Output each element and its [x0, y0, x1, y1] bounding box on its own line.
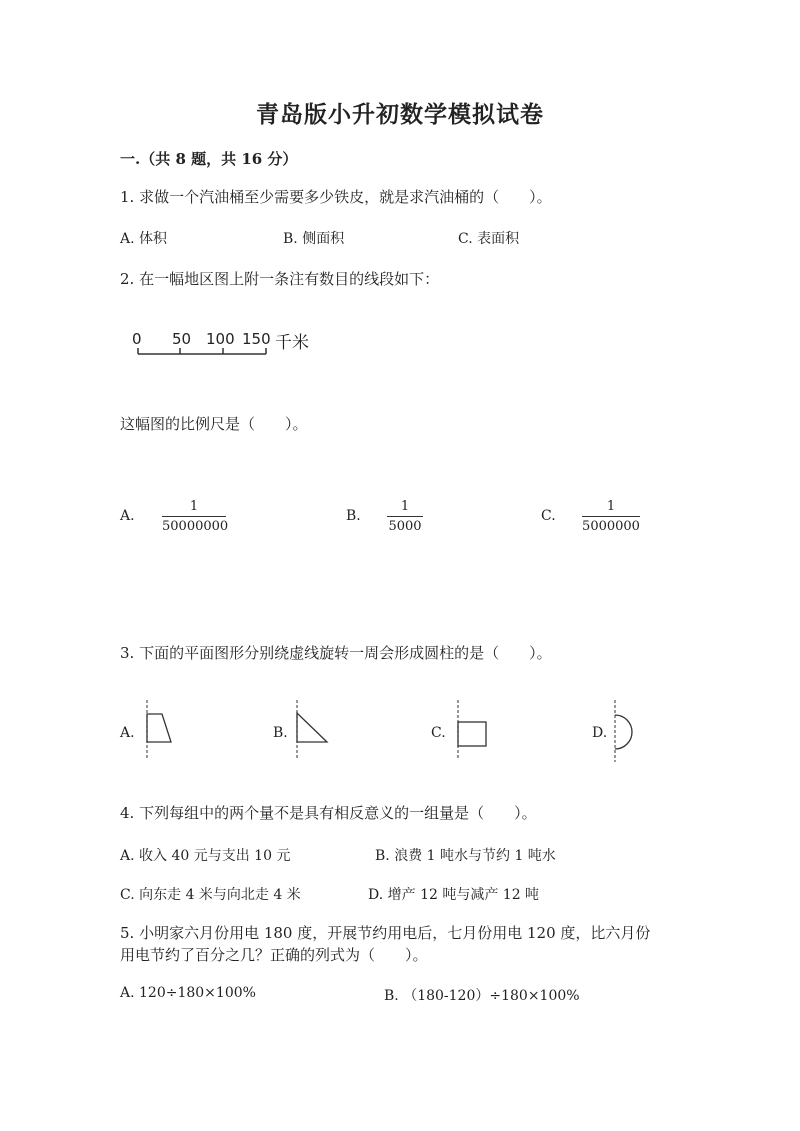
- q2-option-a-fraction: $\frac{1}{50000000}$: [162, 499, 229, 534]
- q4-option-b[interactable]: B. 浪费 1 吨水与节约 1 吨水: [375, 848, 556, 864]
- question-1-text: 1. 求做一个汽油桶至少需要多少铁皮，就是求汽油桶的（ ）。: [120, 188, 552, 206]
- q4-option-c[interactable]: C. 向东走 4 米与向北走 4 米: [120, 887, 301, 903]
- section-heading: 一.（共 8 题，共 16 分）: [120, 150, 298, 168]
- question-2-follow: 这幅图的比例尺是（ ）。: [120, 415, 308, 433]
- q2-option-a-label[interactable]: A.: [120, 508, 135, 524]
- question-5-line-1: 5. 小明家六月份用电 180 度，开展节约用电后，七月份用电 120 度，比六月份: [120, 924, 651, 942]
- q3-figure-b: [297, 700, 327, 758]
- q2-option-b-fraction: $\frac{1}{5000}$: [388, 499, 422, 534]
- scale-label-0: 0: [132, 330, 142, 348]
- q2-option-c-label[interactable]: C.: [541, 508, 556, 524]
- q5-option-a[interactable]: A. 120÷180×100%: [120, 985, 256, 1001]
- q5-option-b[interactable]: B. （180-120）÷180×100%: [384, 988, 580, 1004]
- question-5-line-2: 用电节约了百分之几？正确的列式为（ ）。: [120, 946, 428, 964]
- q4-option-d[interactable]: D. 增产 12 吨与减产 12 吨: [368, 887, 540, 903]
- q2-option-c-fraction: $\frac{1}{5000000}$: [582, 499, 640, 534]
- q3-option-c-label[interactable]: C.: [431, 725, 446, 741]
- q3-option-d-label[interactable]: D.: [592, 725, 608, 741]
- question-2-text: 2. 在一幅地区图上附一条注有数目的线段如下：: [120, 270, 440, 288]
- q1-option-b[interactable]: B. 侧面积: [283, 231, 345, 247]
- scale-label-150: 150: [242, 330, 271, 348]
- q2-option-b-label[interactable]: B.: [346, 508, 361, 524]
- question-3-text: 3. 下面的平面图形分别绕虚线旋转一周会形成圆柱的是（ ）。: [120, 644, 552, 662]
- q4-option-a[interactable]: A. 收入 40 元与支出 10 元: [120, 848, 291, 864]
- scale-unit: 千米: [275, 333, 309, 353]
- question-4-text: 4. 下列每组中的两个量不是具有相反意义的一组量是（ ）。: [120, 804, 537, 822]
- scale-label-50: 50: [172, 330, 192, 348]
- q3-option-a-label[interactable]: A.: [120, 725, 135, 741]
- scale-label-100: 100: [206, 330, 235, 348]
- q1-option-a[interactable]: A. 体积: [120, 231, 168, 247]
- page-title: 青岛版小升初数学模拟试卷: [256, 101, 544, 128]
- q3-figure-a: [147, 700, 171, 758]
- q3-option-b-label[interactable]: B.: [273, 725, 288, 741]
- q3-figure-c: [458, 700, 486, 758]
- q3-figure-d: [615, 700, 632, 762]
- q1-option-c[interactable]: C. 表面积: [458, 231, 520, 247]
